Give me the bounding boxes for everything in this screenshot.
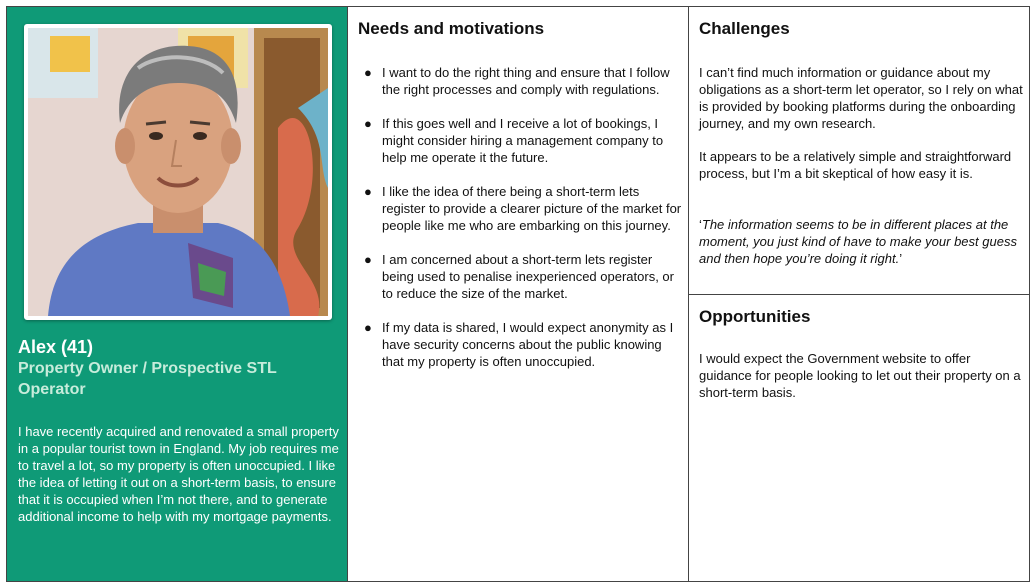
persona-profile-panel (7, 7, 348, 581)
needs-heading: Needs and motivations (358, 19, 545, 38)
persona-role: Property Owner / Prospective STL Operator (18, 360, 277, 398)
opportunities-text: I would expect the Government website to offer guidance for people looking to let out their property on a short-term basis. (699, 351, 1021, 400)
persona-bio: I have recently acquired and renovated a small property in a popular tourist town in England. My job requires me to travel a lot, so my property is often unoccupied. I like the idea of letting it out on a short-term basis, to ensure that it is occupied when I’m not there, and to generate additional income to help with my mortgage payments. (18, 424, 339, 524)
list-item (358, 319, 683, 370)
opportunities-heading: Opportunities (699, 307, 811, 326)
bullet-icon: ● (364, 252, 372, 267)
quote-text: The information seems to be in different places at the moment, you just kind of have to make your best guess and then hope you’re doing it right. (699, 217, 1017, 266)
challenges-paragraph-2: It appears to be a relatively simple and straightforward process, but I’m a bit skeptical of how easy it is. (699, 149, 1012, 181)
right-column (689, 7, 1029, 581)
quote-close-mark: ’ (899, 251, 903, 266)
list-item-text: If this goes well and I receive a lot of bookings, I might consider hiring a management company to help me operate it the future. (382, 116, 664, 165)
challenges-paragraph-1: I can’t find much information or guidance about my obligations as a short-term let operator, so I rely on what is provided by booking platforms during the onboarding journey, and my own research. (699, 65, 1023, 131)
needs-motivations-panel (348, 7, 689, 581)
list-item (358, 251, 683, 302)
bullet-icon: ● (364, 116, 372, 131)
bullet-icon: ● (364, 65, 372, 80)
quote-open-mark: ‘ (699, 217, 702, 232)
list-item-text: I am concerned about a short-term lets register being used to penalise inexperienced operators, or to reduce the size of the market. (382, 252, 674, 301)
list-item (358, 183, 683, 234)
list-item-text: If my data is shared, I would expect anonymity as I have security concerns about the public knowing that my property is often unoccupied. (382, 320, 674, 369)
needs-list (358, 64, 683, 387)
persona-photo (24, 24, 332, 320)
list-item-text: I want to do the right thing and ensure that I follow the right processes and comply with regulations. (382, 65, 670, 97)
persona-board (6, 6, 1030, 582)
section-divider (689, 294, 1029, 295)
challenges-heading: Challenges (699, 19, 790, 38)
challenges-quote (699, 216, 1024, 267)
bullet-icon: ● (364, 184, 372, 199)
persona-portrait-illustration (28, 28, 328, 316)
list-item (358, 115, 683, 166)
bullet-icon: ● (364, 320, 372, 335)
list-item-text: I like the idea of there being a short-term lets register to provide a clearer picture of the market for people like me who are embarking on this journey. (382, 184, 682, 233)
list-item (358, 64, 683, 98)
persona-name: Alex (41) (18, 337, 94, 357)
